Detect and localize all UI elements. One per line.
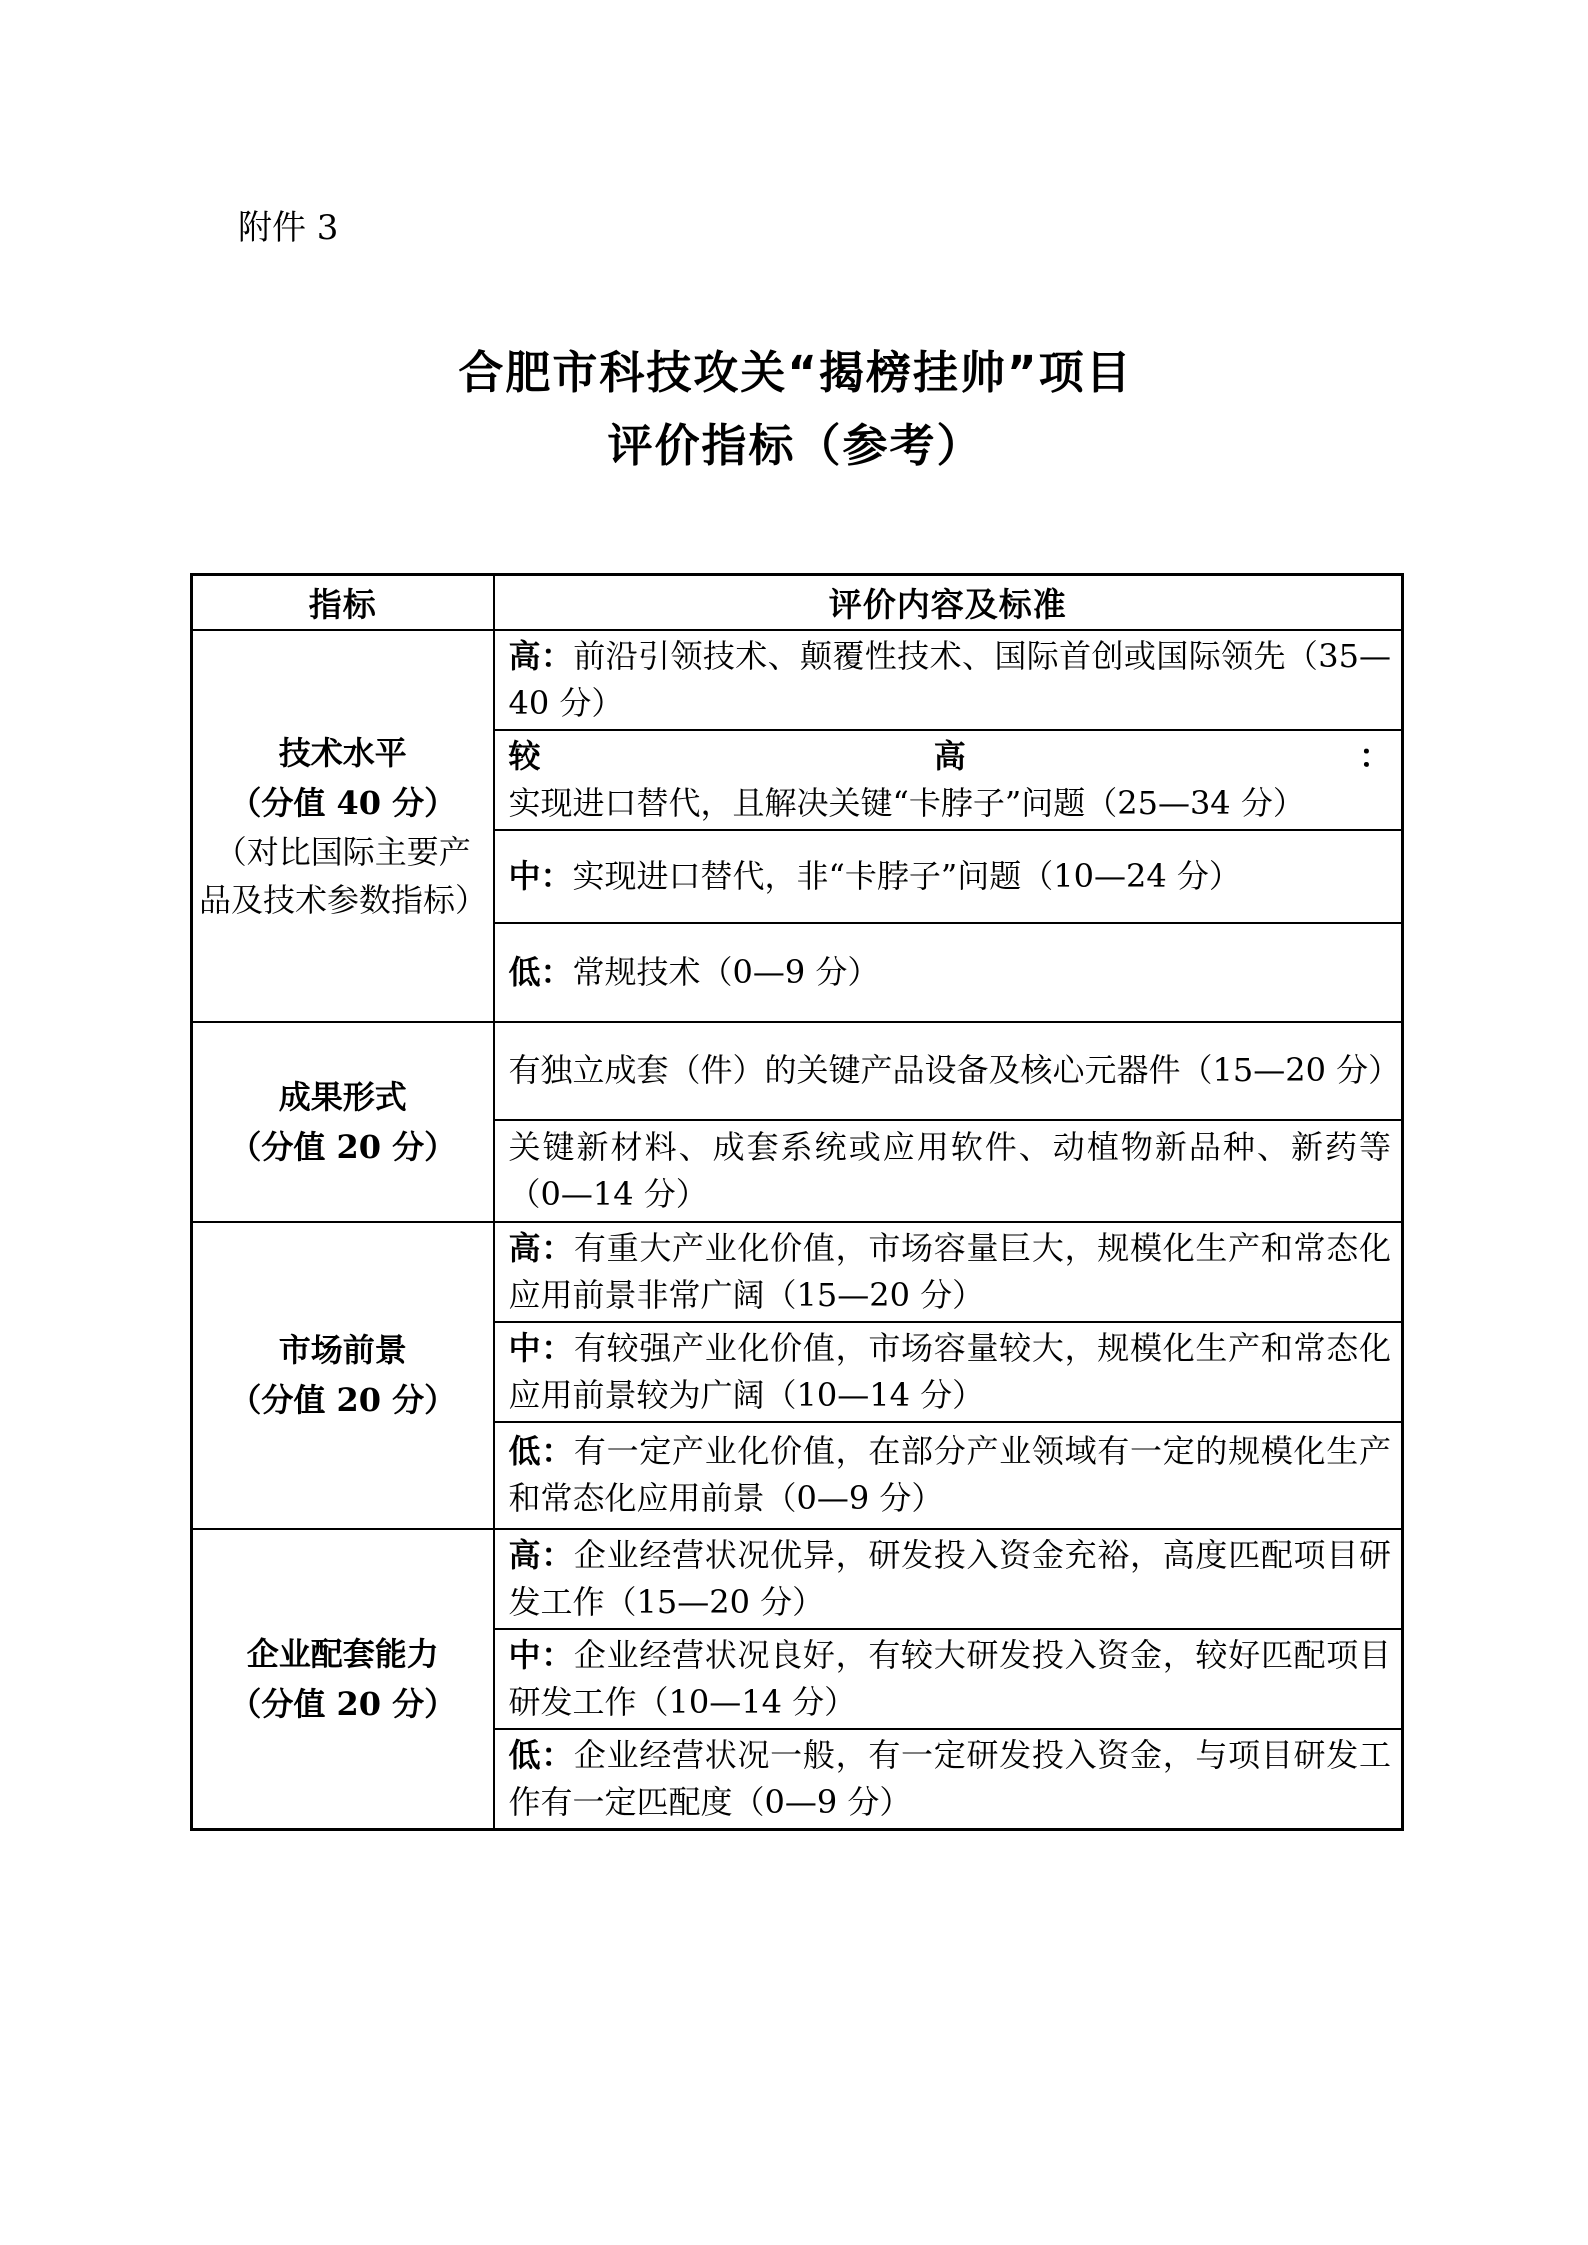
criteria-level: 中： <box>508 1635 574 1674</box>
criteria-text: 有一定产业化价值，在部分产业领域有一定的规模化生产和常态化应用前景（0—9 分） <box>508 1432 1391 1517</box>
criteria-level: 中： <box>508 856 573 895</box>
criteria-text: 实现进口替代，非“卡脖子”问题（10—24 分） <box>572 856 1241 895</box>
criteria-level: 低： <box>508 1432 574 1470</box>
criteria-cell <box>494 1120 1403 1222</box>
criteria-cell <box>494 1629 1403 1729</box>
criteria-text: 有独立成套（件）的关键产品设备及核心元器件（15—20 分） <box>508 1051 1401 1089</box>
table-row <box>192 1022 1403 1120</box>
criteria-cell <box>494 1022 1403 1120</box>
criteria-text: 实现进口替代，且解决关键“卡脖子”问题（25—34 分） <box>508 783 1305 822</box>
header-content: 评价内容及标准 <box>494 575 1403 630</box>
title-line-2: 评价指标（参考） <box>607 419 984 472</box>
criteria-cell <box>494 1322 1403 1422</box>
section-score: （分值 20 分） <box>229 1684 457 1723</box>
section-note: （对比国际主要产品及技术参数指标） <box>199 832 488 919</box>
criteria-text: 有重大产业化价值，市场容量巨大，规模化生产和常态化应用前景非常广阔（15—20 分） <box>508 1228 1391 1314</box>
table-row <box>192 1529 1403 1629</box>
table-row <box>192 630 1403 730</box>
criteria-cell <box>494 923 1403 1022</box>
criteria-text: 有较强产业化价值，市场容量较大，规模化生产和常态化应用前景较为广阔（10—14 分） <box>508 1328 1391 1414</box>
criteria-cell <box>494 630 1403 730</box>
document-title <box>190 336 1401 482</box>
criteria-cell <box>494 730 1403 830</box>
criteria-cell <box>494 1529 1403 1629</box>
criteria-text: 常规技术（0—9 分） <box>572 952 880 991</box>
section-name: 企业配套能力 <box>246 1634 439 1673</box>
criteria-level: 高： <box>508 1228 574 1267</box>
table-header-row <box>192 575 1403 630</box>
criteria-text: 企业经营状况优异，研发投入资金充裕，高度匹配项目研发工作（15—20 分） <box>508 1535 1391 1621</box>
section-name: 市场前景 <box>278 1331 407 1369</box>
section-name: 技术水平 <box>278 733 407 772</box>
section-score: （分值 20 分） <box>229 1127 457 1166</box>
criteria-cell <box>494 1422 1403 1529</box>
criteria-level: 较高： <box>508 736 1391 775</box>
section-score: （分值 20 分） <box>229 1381 457 1419</box>
header-indicator: 指标 <box>192 575 494 630</box>
criteria-level: 高： <box>508 1535 574 1574</box>
criteria-level: 中： <box>508 1328 574 1367</box>
attachment-label: 附件 3 <box>238 208 339 248</box>
table-row <box>192 1222 1403 1322</box>
section-label-enterprise-support <box>192 1529 494 1830</box>
criteria-text: 企业经营状况一般，有一定研发投入资金，与项目研发工作有一定匹配度（0—9 分） <box>508 1735 1391 1821</box>
section-label-tech-level <box>192 630 494 1022</box>
section-name: 成果形式 <box>278 1077 407 1116</box>
criteria-text: 关键新材料、成套系统或应用软件、动植物新品种、新药等（0—14 分） <box>508 1127 1391 1213</box>
title-line-1: 合肥市科技攻关“揭榜挂帅”项目 <box>458 346 1133 399</box>
criteria-level: 低： <box>508 1735 574 1774</box>
criteria-cell <box>494 830 1403 923</box>
criteria-level: 低： <box>508 952 573 991</box>
section-label-market-prospect <box>192 1222 494 1529</box>
section-score: （分值 40 分） <box>229 783 457 822</box>
criteria-level: 高： <box>508 636 574 675</box>
section-label-result-form <box>192 1022 494 1222</box>
criteria-cell <box>494 1729 1403 1830</box>
criteria-text: 前沿引领技术、颠覆性技术、国际首创或国际领先（35—40 分） <box>508 636 1391 722</box>
evaluation-table <box>190 573 1404 1831</box>
criteria-text: 企业经营状况良好，有较大研发投入资金，较好匹配项目研发工作（10—14 分） <box>508 1635 1391 1721</box>
criteria-cell <box>494 1222 1403 1322</box>
